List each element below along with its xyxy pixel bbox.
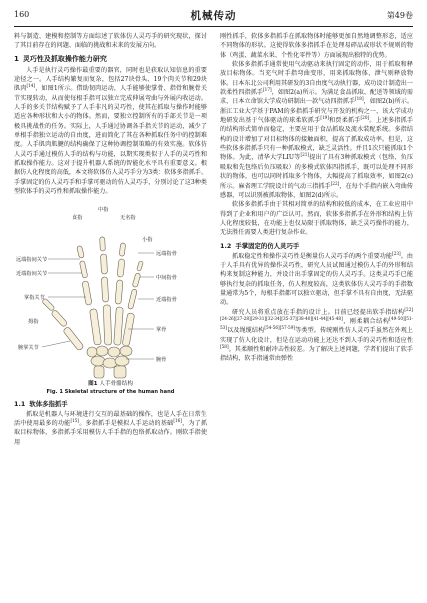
section-1-2-title: 手掌固定的仿人灵巧手 <box>235 241 300 250</box>
citation[interactable]: [17] <box>263 87 272 93</box>
text-run: 。其柔顺性和耐冲击性较差。为了解决上述问题，学者们提出了软手指结构，软手指通常由弹性 <box>220 346 413 363</box>
text-run: 以及绳缆结构 <box>226 327 265 335</box>
section-1-1-number: 1.1 <box>14 399 26 408</box>
metacarpal-bones <box>63 304 135 350</box>
section-1-heading <box>14 54 207 64</box>
citation[interactable]: [14] <box>26 83 36 89</box>
label-pip-joint: 近端指间关节 <box>16 270 48 277</box>
text-run: 软体多指抓手通常使用气动驱动来执行固定的动作，用于抓取和释放目标物体。当充气时手指弯曲变形，用来抓取物体，泄气则释放物体。日本东北公司利用其研发的3自由度气动执行器，成功设计制造出一款柔性四指抓手 <box>220 61 413 97</box>
figure-1-label: 图1 <box>88 380 98 387</box>
text-run: 抓取稳定性和操作灵巧性是衡量仿人灵巧手的两个重要功能 <box>232 252 393 260</box>
citation[interactable]: [54-56][57-59] <box>264 325 296 331</box>
citation[interactable]: [20] <box>360 115 370 121</box>
label-middle-finger: 中指 <box>98 206 109 213</box>
intro-paragraph-end: 料与制造、建模和控制等方面综述了软体仿人灵巧手的研究现状，探讨了其目前存在的问题、面临的挑战和未来的发展方向。 <box>14 33 207 50</box>
text-run: 。上述多指抓手的结构形式简单而稳定，主要应用于食品抓取及流水装配系统。多指结构的设计增加了对目标物体的接触面积，提高了抓取成功率。但是，这些软体多指抓手只有一种抓取模式，缺乏灵活性。并且1次只能抓取1个物体。为此，清华大学LIU等 <box>220 117 414 162</box>
text-run: 等类型。传统刚性仿人灵巧手虽然在外观上实现了仿人化设计，但是在运动功能上还达不到人手的灵巧性和适应性 <box>220 327 414 344</box>
citation[interactable]: [58] <box>220 343 229 349</box>
citation[interactable]: [15] <box>70 417 80 423</box>
label-proximal-phalanx: 近端指骨 <box>156 296 177 303</box>
citation[interactable]: [16] <box>173 417 182 423</box>
text-run: 。由于人手具有优异的操作灵巧性，研究人员试图通过模仿人手的外形和结构来复制这种能力，并设计出手掌固定的仿人灵巧手。这类灵巧手已能够执行复杂的抓取任务，仿人程度较高，这类软体仿人灵巧手的手指数量通常为5个，每根手指都可以独立驱动，但手掌不具有自由度，无法驱动。 <box>220 252 414 307</box>
pneumatic-grippers-paragraph <box>220 60 413 200</box>
section-1-2-number: 1.2 <box>220 241 232 250</box>
text-run: ，刚柔耦合结构 <box>342 317 390 325</box>
section-1-paragraph <box>14 66 207 197</box>
volume-label: 第49卷 <box>386 11 413 20</box>
right-column <box>220 32 413 364</box>
text-run: ，为了抓取目标物体，多指抓手采用模仿人手手指的包络抓取动作。刚软手指使用 <box>14 419 208 446</box>
label-metacarpal: 掌骨 <box>156 326 167 333</box>
figure-1-caption-text: 人手骨骼结构 <box>99 380 133 387</box>
section-1-2-heading <box>220 241 413 251</box>
section-1-title: 灵巧性及抓取操作能力研究 <box>22 54 107 63</box>
text-run: 人手是执行灵巧操作最重要的器官，同时也是获取认知信息的重要途径之一。人手结构繁复而复杂，包括27块骨头、19个肉关节和29块肌肉 <box>14 66 207 93</box>
text-run: 和贾柔抓手 <box>328 117 361 125</box>
text-run: 抓取是机器人与环境进行交互的最基础的操作，也是人手在日常生活中使用最多的功能 <box>14 410 207 427</box>
hand-skeleton-illustration <box>14 201 207 379</box>
label-distal-phalanx: 远端指骨 <box>156 250 177 257</box>
figure-1-label-en: Fig. 1 <box>46 388 63 395</box>
label-dip-joint: 远端指间关节 <box>16 256 48 263</box>
text-run: ，如图2(a)所示。为满足食品抓取、配送等领域的需求，日本立命馆大学成功研制出一款气动四指抓手 <box>220 89 414 106</box>
citation[interactable]: [21] <box>300 152 310 158</box>
label-little-finger: 小指 <box>142 236 153 243</box>
citation[interactable]: [22] <box>330 180 340 186</box>
citation[interactable]: [22][24-26][27-28][29-31][32-34][35-37][38-40][41-44][45-48] <box>220 306 413 321</box>
label-middle-phalanx: 中间指骨 <box>156 274 177 281</box>
text-run: ，如图2(b)所示。浙江工业大学基于PAM的多指抓手研究与开发的机构之一，该大学成功地研发出基于气体驱动的球柔软抓手 <box>220 98 413 125</box>
label-cmc-joint: 腕掌关节 <box>18 344 39 351</box>
section-1-2-paragraph <box>220 252 413 308</box>
citation[interactable]: [23] <box>392 250 401 256</box>
citation[interactable]: [19] <box>320 115 329 121</box>
paragraph-continued: 刚性抓手，软体多指抓手在抓取物体时能够更加自然地调整形态，适应不同物体的形状。这使得软体多指抓手在处理易碎品或形状不规则的物体（鸡蛋、蔬菜水果、个性化零件等）方面展现出独特的优势。 <box>220 33 413 59</box>
section-1-1-paragraph <box>14 410 207 447</box>
page-header <box>14 8 413 24</box>
carpal-bones <box>87 346 132 378</box>
citation[interactable]: [49-50][51-53] <box>220 315 413 331</box>
summary-paragraph: 软体多指抓手由于其相对简单的结构和较低的成本，在工业应用中得到了企业和用户的广泛认可。然而，软体多指抓手在外形和结构上仿人化程度较低，在功能上也仅局限于抓取物体，缺乏灵巧操作的能力，无法胜任需要人类进行复杂作业。 <box>220 201 413 237</box>
section-1-1-title: 软体多指抓手 <box>29 399 68 408</box>
text-run: 。多指抓手是模拟人手运动的基础 <box>79 419 174 427</box>
text-run: ，如图1所示。借助韧肉运动，人手能够使掌骨、指骨和腕骨关节实现转动，从而使每根手指可以独立完成伸展弯曲与外展内收运动。人手的多关节结构赋予了人手非凡的灵巧性，使其在抓取与操作时能够适应各种形状和大小的物体。然而，要独立控制所有的手部关节是一项极具挑战性的任务。实际上，人手通过协调各手指关节的运动，减少了单根手指独立运动的自由度，进而简化了其在各种抓取任务中的控制难度。人手肌肉肌腱的结构确保了这种协调控制策略的有效实施。软体仿人灵巧手通过模仿人手的结构与功能，以期实现类似于人手的灵巧性和抓取操作能力。这对于提升机器人系统的智能化水平具有重要意义。根据仿人化程度的高低，本文将软体仿人灵巧手分为3类：软体多指抓手、手掌固定的仿人灵巧手和手掌可驱动的仿人灵巧手，分别讨论了这3种类型软体手的灵巧性和抓取操作能力。 <box>14 85 207 196</box>
label-ring-finger: 无名指 <box>120 214 136 221</box>
text-run: 提出了具有3种抓取模式（包络、负压吸取和先包络后负压吸取）的多模式软体四指抓手，既可以处理不同形状的物体，也可以同时抓取多个物体，大幅提高了抓取效率，如图2(c)所示。麻省理工学院设计的气动三指抓手 <box>220 154 413 190</box>
label-thumb: 拇指 <box>28 318 39 325</box>
figure-1-caption-en-text: Skeletal structure of the human hand <box>64 388 175 395</box>
figure-1-caption-en <box>14 388 207 396</box>
text-run: ，在每个手指内嵌入弯曲传感器，可以识别被抓取物体，如图2(d)所示。 <box>220 182 414 199</box>
label-carpal: 腕骨 <box>156 356 167 363</box>
finger-structure-paragraph <box>220 308 413 364</box>
figure-1-hand-skeleton <box>14 201 207 379</box>
page-number: 160 <box>14 10 30 19</box>
text-run: 研究人员将重点放在手指的设计上。目前已经提出软手指结构 <box>232 308 405 316</box>
journal-title: 机械传动 <box>190 10 237 22</box>
citation[interactable]: [18] <box>355 96 364 102</box>
figure-1-caption <box>14 380 207 388</box>
section-1-1-heading <box>14 399 207 409</box>
left-column <box>14 32 207 447</box>
header-rule <box>14 26 413 27</box>
label-mcp-joint: 掌指关节 <box>24 294 45 301</box>
section-1-number: 1 <box>14 54 19 63</box>
label-index-finger: 食指 <box>72 214 83 221</box>
